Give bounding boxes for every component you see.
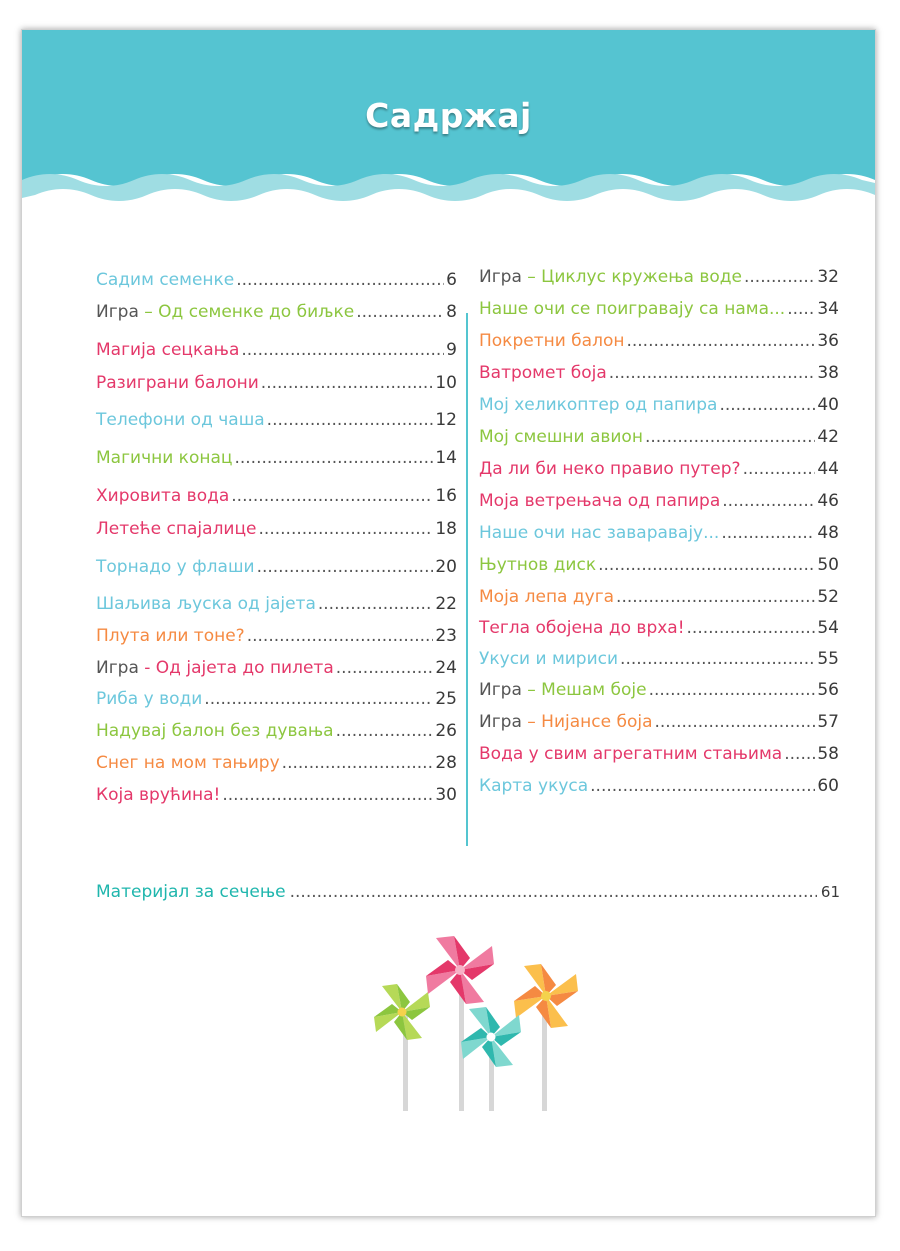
toc-page-number: 8 [446,302,457,322]
toc-entry-title: Плута или тоне? [96,626,245,646]
pinwheel-teal [461,1007,521,1067]
toc-page-number: 22 [435,594,457,614]
toc-entry-title: – Мешам боје [521,680,647,700]
toc-entry-title: Мој смешни авион [479,427,643,447]
toc-entry-title: Да ли би неко правио путер? [479,459,741,479]
toc-page-number: 61 [820,883,840,901]
toc-entry-title: Тегла обојена до врха! [479,618,685,638]
toc-entry-title: Њутнов диск [479,555,597,575]
toc-page-number: 12 [435,410,457,430]
pinwheel-red [426,936,494,1004]
toc-page-number: 25 [435,689,457,709]
toc-page-number: 60 [817,776,839,796]
toc-entry-title: Наше очи се поигравају са нама... [479,299,786,319]
toc-page-number: 32 [817,267,839,287]
toc-page-number: 44 [817,459,839,479]
toc-page-number: 52 [817,587,839,607]
toc-page-number: 30 [435,785,457,805]
book-page [21,29,876,1217]
toc-page-number: 57 [817,712,839,732]
toc-page-number: 56 [817,680,839,700]
toc-page-number: 18 [435,519,457,539]
toc-entry-title: Снег на мом тањиру [96,753,280,773]
toc-entry-title: Надувај балон без дувања [96,721,334,741]
toc-page-number: 42 [817,427,839,447]
toc-entry-title: Хировита вода [96,486,230,506]
pinwheel-green [374,984,430,1040]
toc-page-number: 54 [817,618,839,638]
pinwheel-orange [514,964,578,1028]
toc-page-number: 10 [435,373,457,393]
toc-entry-label: Материјал за сечење [96,882,286,902]
toc-entry-title: Покретни балон [479,331,625,351]
toc-entry-title: Ватромет боја [479,363,607,383]
toc-page-number: 48 [817,523,839,543]
toc-entry-title: Телефони од чаша [96,410,265,430]
toc-entry-title: Карта укуса [479,776,589,796]
game-prefix: Игра [96,658,139,678]
toc-entry-title: Укуси и мириси [479,649,619,669]
toc-entry-title: Вода у свим агрегатним стањима [479,744,783,764]
toc-page-number: 24 [435,658,457,678]
toc-entry-title: Мој хеликоптер од папира [479,395,718,415]
toc-entry-title: Моја ветрењача од папира [479,491,721,511]
toc-page-number: 9 [446,340,457,360]
toc-entry-title: Која врућина! [96,785,221,805]
toc-page-number: 20 [435,557,457,577]
toc-page-number: 36 [817,331,839,351]
toc-entry-title: Магични конац [96,448,233,468]
game-prefix: Игра [479,267,522,287]
toc-page-number: 46 [817,491,839,511]
toc-entry-title: Наше очи нас заваравају... [479,523,720,543]
toc-page-number: 14 [435,448,457,468]
toc-entry-title: – Од семенке до биљке [138,302,355,322]
toc-entry-title: Летеће спајалице [96,519,257,539]
toc-entry-title: Разиграни балони [96,373,259,393]
toc-page-number: 38 [817,363,839,383]
toc-entry-title: Риба у води [96,689,203,709]
toc-entry-title: Магија сецкања [96,340,240,360]
pinwheels-illustration [22,30,875,1216]
toc-page-number: 23 [435,626,457,646]
toc-entry-title: Садим семенке [96,270,235,290]
game-prefix: Игра [96,302,139,322]
page-title: Садржај [365,96,532,135]
toc-entry-title: Шаљива љуска од јајета [96,594,316,614]
toc-entry-title: – Циклус кружења воде [521,267,742,287]
toc-page-number: 50 [817,555,839,575]
toc-page-number: 40 [817,395,839,415]
toc-entry-title: – Нијансе боја [521,712,653,732]
toc-page-number: 16 [435,486,457,506]
toc-page-number: 55 [817,649,839,669]
toc-page-number: 34 [817,299,839,319]
toc-page-number: 28 [435,753,457,773]
toc-entry-title: Торнадо у флаши [96,557,255,577]
game-prefix: Игра [479,680,522,700]
toc-entry-title: Моја лепа дуга [479,587,615,607]
game-prefix: Игра [479,712,522,732]
toc-entry-title: - Од јајета до пилета [138,658,334,678]
toc-page-number: 26 [435,721,457,741]
toc-page-number: 6 [446,270,457,290]
toc-page-number: 58 [817,744,839,764]
